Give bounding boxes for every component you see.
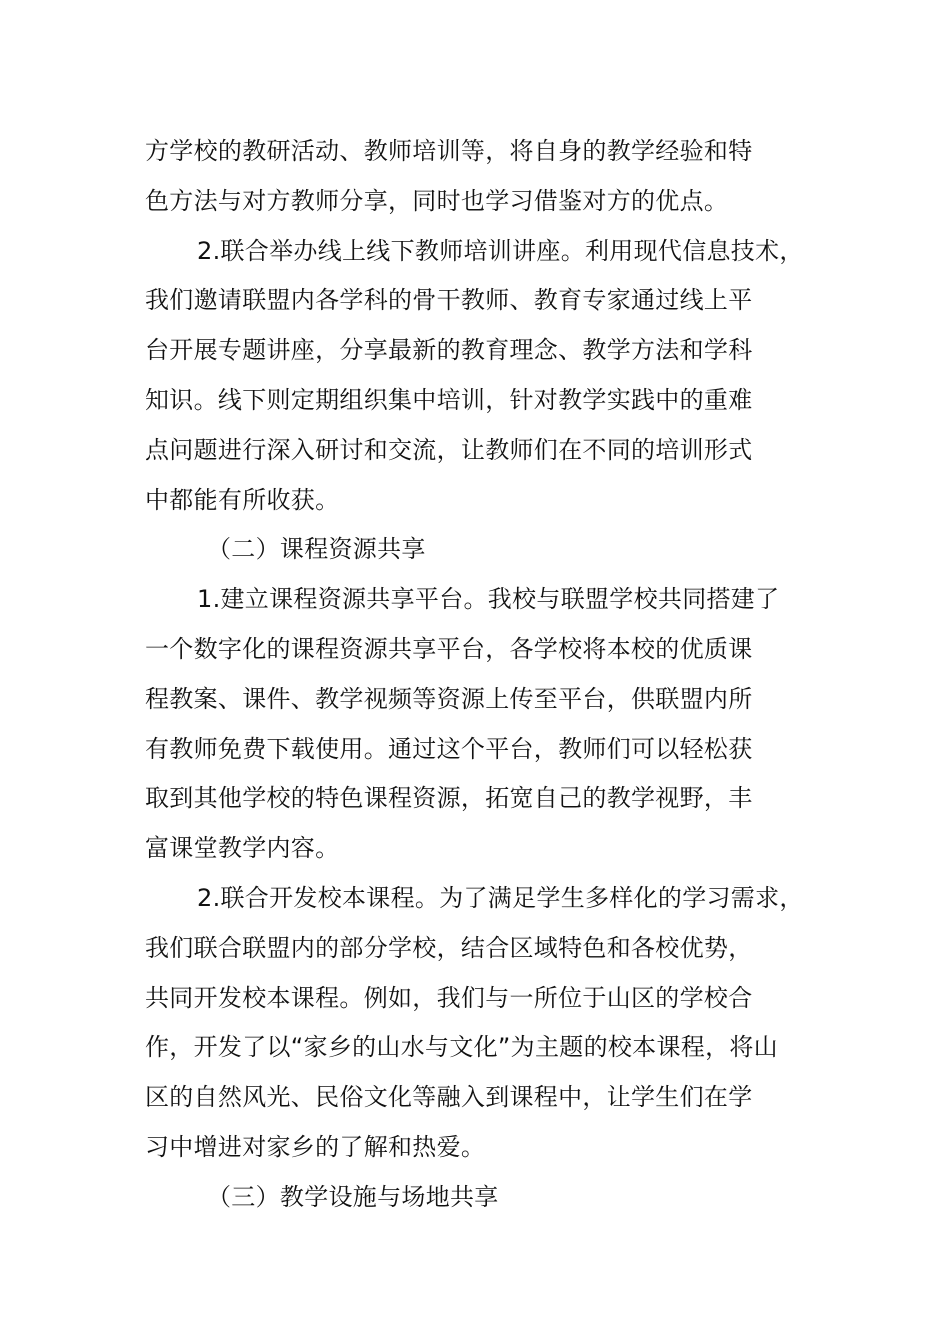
paragraph-line: 2.联合开发校本课程。为了满足学生多样化的学习需求， <box>197 883 804 912</box>
paragraph-line: 习中增进对家乡的了解和热爱。 <box>145 1132 486 1161</box>
section-heading: （二）课程资源共享 <box>207 535 426 564</box>
paragraph-line: 方学校的教研活动、教师培训等，将自身的教学经验和特 <box>145 137 753 165</box>
paragraph-line: 中都能有所收获。 <box>145 485 340 514</box>
section-heading: （三）教学设施与场地共享 <box>207 1182 499 1211</box>
paragraph-line: 区的自然风光、民俗文化等融入到课程中，让学生们在学 <box>145 1083 753 1112</box>
paragraph-line: 作，开发了以“家乡的山水与文化”为主题的校本课程，将山 <box>145 1033 778 1062</box>
paragraph-line: 1.建立课程资源共享平台。我校与联盟学校共同搭建了 <box>197 585 780 614</box>
paragraph-line: 有教师免费下载使用。通过这个平台，教师们可以轻松获 <box>145 734 753 763</box>
paragraph-line: 台开展专题讲座，分享最新的教育理念、教学方法和学科 <box>145 336 753 365</box>
paragraph-line: 点问题进行深入研讨和交流，让教师们在不同的培训形式 <box>145 435 753 464</box>
paragraph-line: 我们联合联盟内的部分学校，结合区域特色和各校优势， <box>145 933 753 962</box>
paragraph-line: 我们邀请联盟内各学科的骨干教师、教育专家通过线上平 <box>145 286 753 315</box>
paragraph-line: 一个数字化的课程资源共享平台，各学校将本校的优质课 <box>145 634 753 663</box>
paragraph-line: 2.联合举办线上线下教师培训讲座。利用现代信息技术， <box>197 236 804 265</box>
paragraph-line: 色方法与对方教师分享，同时也学习借鉴对方的优点。 <box>145 186 729 215</box>
document-body <box>145 127 835 1223</box>
paragraph-line: 知识。线下则定期组织集中培训，针对教学实践中的重难 <box>145 385 753 414</box>
paragraph-line: 富课堂教学内容。 <box>145 834 340 863</box>
paragraph-line: 共同开发校本课程。例如，我们与一所位于山区的学校合 <box>145 983 753 1012</box>
paragraph-line: 取到其他学校的特色课程资源，拓宽自己的教学视野，丰 <box>145 784 753 813</box>
paragraph-line: 程教案、课件、教学视频等资源上传至平台，供联盟内所 <box>145 684 753 713</box>
